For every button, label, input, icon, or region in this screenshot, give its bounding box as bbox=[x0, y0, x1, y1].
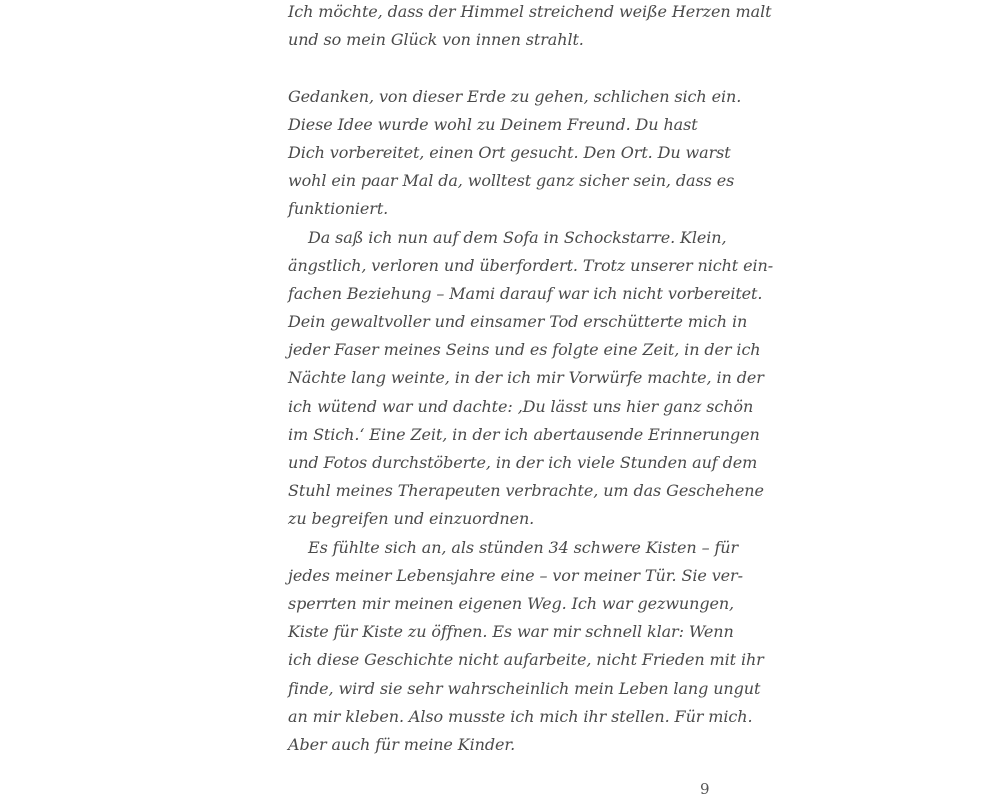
paragraph-spacer bbox=[288, 54, 718, 82]
text-line: Gedanken, von dieser Erde zu gehen, schlichen sich ein. bbox=[288, 86, 742, 106]
text-line: und so mein Glück von innen strahlt. bbox=[288, 30, 584, 50]
text-line: jeder Faser meines Seins und es folgte eine Zeit, in der ich bbox=[288, 340, 761, 360]
text-line: Kiste für Kiste zu öffnen. Es war mir schnell klar: Wenn bbox=[288, 622, 734, 642]
text-line: Aber auch für meine Kinder. bbox=[288, 734, 516, 754]
page-number: 9 bbox=[700, 780, 710, 798]
text-line: sperrten mir meinen eigenen Weg. Ich war gezwungen, bbox=[288, 593, 735, 613]
text-line: Nächte lang weinte, in der ich mir Vorwürfe machte, in der bbox=[288, 368, 764, 388]
text-line: an mir kleben. Also musste ich mich ihr stellen. Für mich. bbox=[288, 706, 753, 726]
text-line: funktioniert. bbox=[288, 199, 389, 219]
text-line: jedes meiner Lebensjahre eine – vor meiner Tür. Sie ver- bbox=[288, 565, 743, 585]
text-line: Es fühlte sich an, als stünden 34 schwere Kisten – für bbox=[308, 537, 739, 557]
text-line: Dich vorbereitet, einen Ort gesucht. Den Ort. Du warst bbox=[288, 142, 731, 162]
text-line: ich diese Geschichte nicht aufarbeite, nicht Frieden mit ihr bbox=[288, 650, 764, 670]
text-line: Ich möchte, dass der Himmel streichend weiße Herzen malt bbox=[288, 2, 772, 21]
text-line: zu begreifen und einzuordnen. bbox=[288, 509, 535, 529]
text-column bbox=[288, 0, 774, 759]
text-line: wohl ein paar Mal da, wolltest ganz sicher sein, dass es bbox=[288, 171, 735, 191]
text-line: ich wütend war und dachte: ‚Du lässt uns hier ganz schön bbox=[288, 396, 754, 416]
text-line: Stuhl meines Therapeuten verbrachte, um das Geschehene bbox=[288, 481, 764, 501]
text-line: und Fotos durchstöberte, in der ich viele Stunden auf dem bbox=[288, 453, 758, 472]
text-line: Da saß ich nun auf dem Sofa in Schockstarre. Klein, bbox=[308, 227, 727, 247]
text-line: Dein gewaltvoller und einsamer Tod erschütterte mich in bbox=[288, 312, 748, 332]
text-line: ängstlich, verloren und überfordert. Trotz unserer nicht ein- bbox=[288, 255, 774, 275]
text-line: fachen Beziehung – Mami darauf war ich nicht vorbereitet. bbox=[288, 283, 763, 303]
text-line: Diese Idee wurde wohl zu Deinem Freund. Du hast bbox=[288, 114, 698, 134]
text-line: im Stich.‘ Eine Zeit, in der ich abertausende Erinnerungen bbox=[288, 424, 760, 444]
text-line: finde, wird sie sehr wahrscheinlich mein Leben lang ungut bbox=[288, 678, 761, 698]
